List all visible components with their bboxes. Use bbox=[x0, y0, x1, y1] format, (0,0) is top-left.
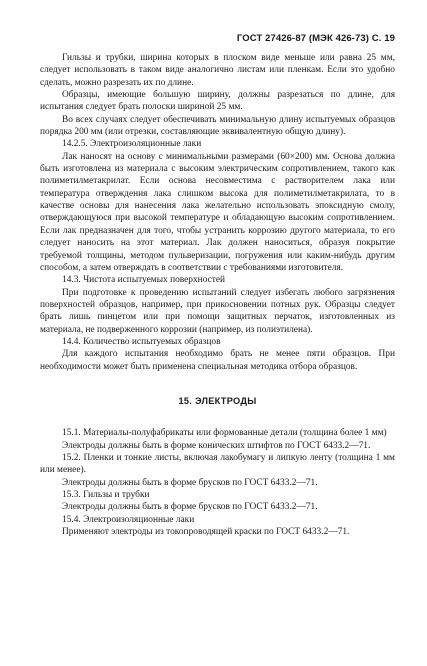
subsection-heading-15-2: 15.2. Пленки и тонкие листы, включая лакобумагу и липкую ленту (толщина 1 мм или менее). bbox=[40, 452, 395, 476]
subsection-heading-14-2-5: 14.2.5. Электроизоляционные лаки bbox=[62, 139, 202, 150]
paragraph-conductive-paint: Применяют электроды из токопроводящей краски по ГОСТ 6433.2—71. bbox=[62, 527, 350, 538]
subsection-heading-14-4: 14.4. Количество испытуемых образцов bbox=[62, 336, 221, 347]
paragraph-sleeves-flat-width: Гильзы и трубки, ширина которых в плоском виде меньше или равна 25 мм, следует использовать в таком виде аналогично листам или пленкам. Если это удобно сделать, можно разрезать их по длине. bbox=[40, 53, 395, 88]
paragraph-bar-electrodes-sleeves: Электроды должны быть в форме брусков по ГОСТ 6433.2—71. bbox=[62, 502, 318, 513]
page-body bbox=[40, 52, 395, 538]
paragraph-conical-pins: Электроды должны быть в форме конических штифтов по ГОСТ 6433.2—71. bbox=[62, 440, 371, 451]
subsection-heading-14-3: 14.3. Чистота испытуемых поверхностей bbox=[62, 275, 226, 286]
paragraph-wider-samples: Образцы, имеющие большую ширину, должны разрезаться по длине, для испытания следует брать полоски шириной 25 мм. bbox=[40, 90, 395, 113]
section-title-electrodes: 15. ЭЛЕКТРОДЫ bbox=[178, 395, 257, 406]
paragraph-minimum-length: Во всех случаях следует обеспечивать минимальную длину испытуемых образцов порядка 200 мм (или отрезки, составляющие эквивалентную общую длину). bbox=[40, 114, 395, 138]
subsection-heading-15-3: 15.3. Гильзы и трубки bbox=[62, 490, 150, 500]
subsection-heading-15-1: 15.1. Материалы-полуфабрикаты или формованные детали (толщина более 1 мм) bbox=[62, 428, 387, 439]
subsection-heading-15-4: 15.4. Электроизоляционные лаки bbox=[62, 514, 195, 525]
paragraph-specimen-count: Для каждого испытания необходимо брать не менее пяти образцов. При необходимости может быть применена специальная методика отбора образцов. bbox=[40, 349, 395, 372]
running-header: ГОСТ 27426-87 (МЭК 426-73) С. 19 bbox=[236, 33, 395, 44]
paragraph-bar-electrodes-films: Электроды должны быть в форме брусков по ГОСТ 6433.2—71. bbox=[62, 477, 318, 488]
paragraph-varnish-application: Лак наносят на основу с минимальными размерами (60×200) мм. Основа должна быть изготовлена из материала с высоким электрическим сопротивлением, такого как полиметилметакрилат. Если основа несовместима с растворителем лака или температура отверждения лака слишком высока для полиметилметакрилата, то в качестве основы для нанесения лака желательно использовать эпоксидную смолу, отверждающуюся при высокой температуре и обладающую высоким сопротивлением. Если лак предназначен для того, чтобы устранить коррозию другого материала, то его следует наносить на этот материал. Лак должен наноситься, образуя покрытие требуемой толщины, методом пульверизации, погружения или каким-нибудь другим способом, а затем отверждать в соответствии с требованиями изготовителя. bbox=[40, 151, 395, 273]
paragraph-surface-cleanliness: При подготовке к проведению испытаний следует избегать любого загрязнения поверхностей образцов, например, при прикосновении потных рук. Образцы следует брать лишь пинцетом или при помощи защитных перчаток, изготовленных из материала, не подверженного коррозии (например, из полиэтилена). bbox=[40, 287, 395, 335]
